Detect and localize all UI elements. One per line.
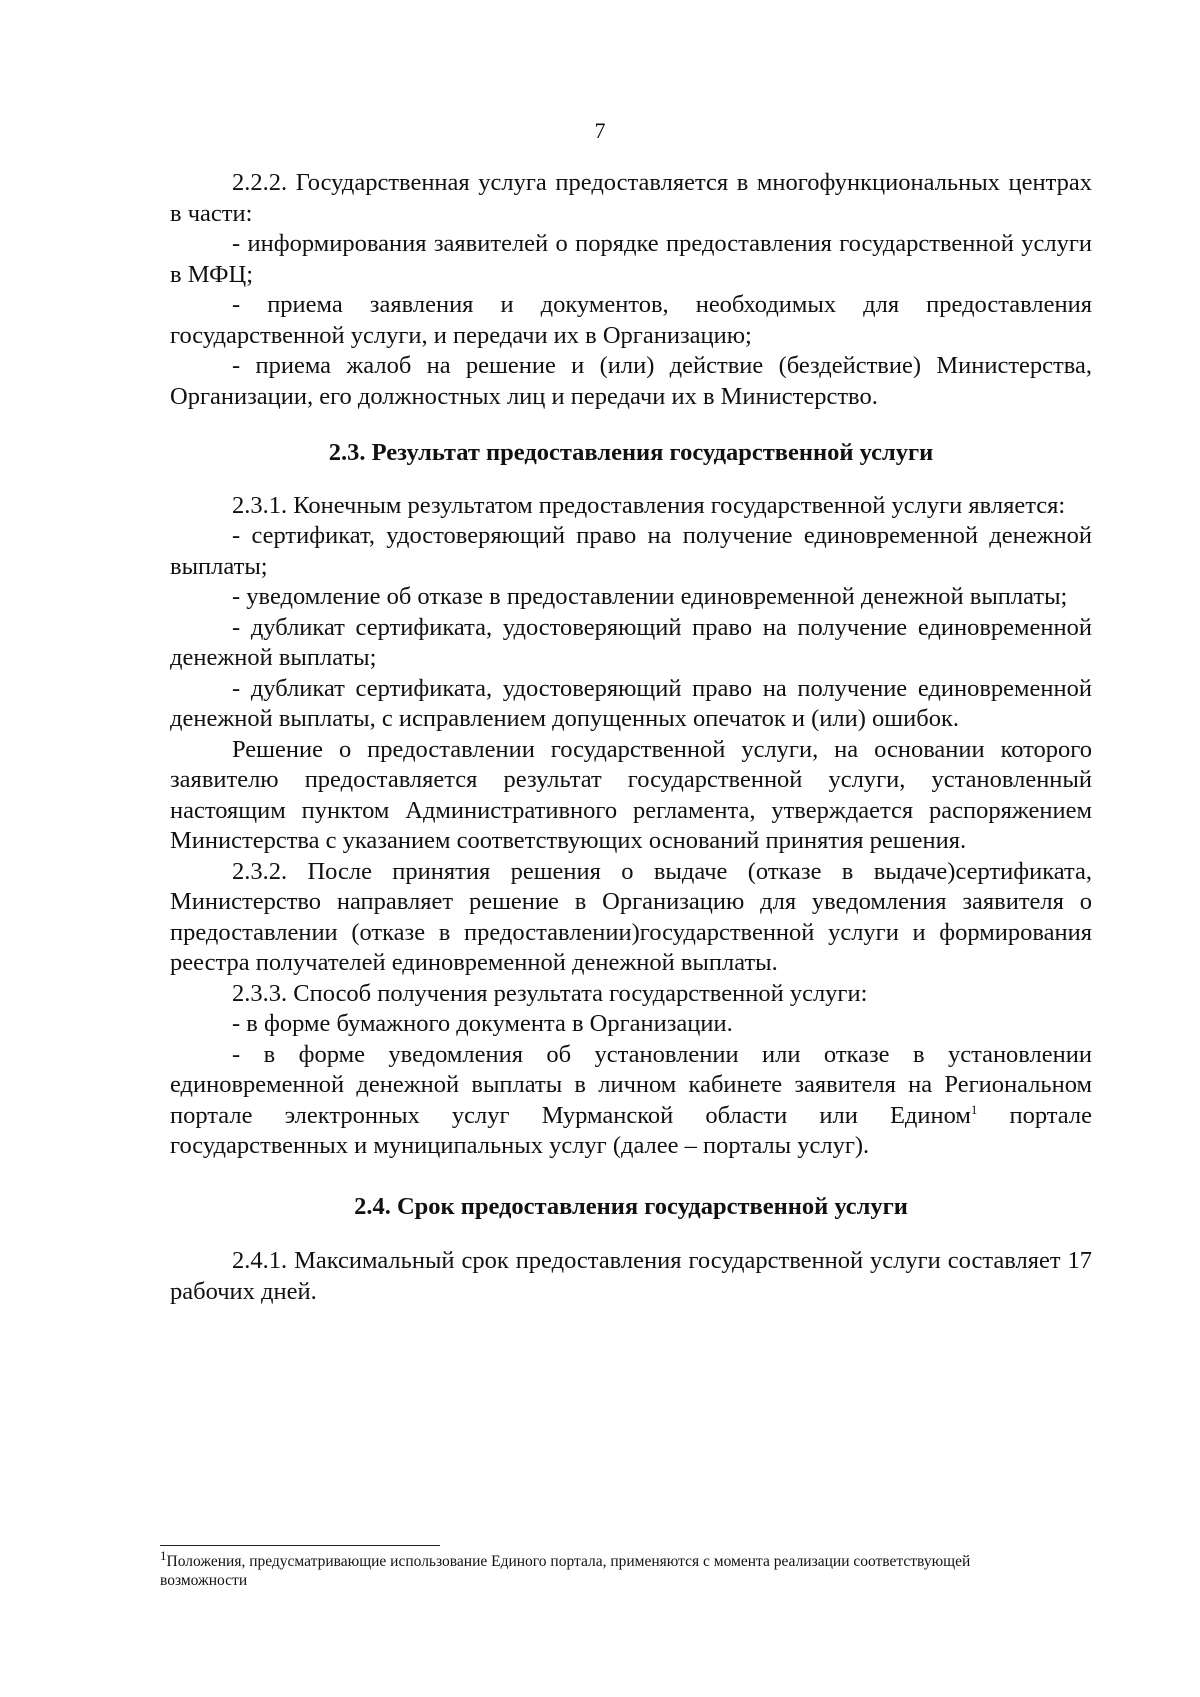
section-heading-2-3: 2.3. Результат предоставления государственной услуги [328,439,934,466]
list-item: - информирования заявителей о порядке предоставления государственной услуги в МФЦ; [170,230,1092,288]
portal-text-after: портале государственных и муниципальных услуг (далее – порталы услуг). [170,1101,1092,1159]
portal-text: - в форме уведомления об установлении или отказе в установлении единовременной денежной выплаты в личном кабинете заявителя на Региональном портале электронных услуг Мурманской области или Едином [170,1040,1092,1129]
list-item: - в форме бумажного документа в Организации. [232,1010,733,1037]
list-item: - приема заявления и документов, необходимых для предоставления государственной услуги, и передачи их в Организацию; [170,291,1092,349]
paragraph-portal [170,1040,1092,1162]
footnote-mark: 1 [160,1547,167,1563]
footnote-reference: 1 [970,1101,978,1117]
list-item: - уведомление об отказе в предоставлении единовременной денежной выплаты; [232,583,1068,610]
section-heading-2-4: 2.4. Срок предоставления государственной услуги [354,1192,908,1220]
footnote [160,1547,1060,1590]
footnote-text: Положения, предусматривающие использование Единого портала, применяются с момента реализации соответствующей возможности [160,1553,971,1589]
paragraph-2-4-1: 2.4.1. Максимальный срок предоставления государственной услуги составляет 17 рабочих дней. [170,1247,1092,1305]
paragraph-2-3-1: 2.3.1. Конечным результатом предоставления государственной услуги является: [232,491,1066,519]
footnote-separator [160,1545,440,1546]
list-item: - приема жалоб на решение и (или) действие (бездействие) Министерства, Организации, его должностных лиц и передачи их в Министерство. [170,352,1092,410]
document-body [170,168,1092,1307]
paragraph-2-3-3: 2.3.3. Способ получения результата государственной услуги: [232,979,868,1007]
list-item: - сертификат, удостоверяющий право на получение единовременной денежной выплаты; [170,522,1092,580]
paragraph-2-3-2: 2.3.2. После принятия решения о выдаче (отказе в выдаче)сертификата, Министерство направляет решение в Организацию для уведомления заявителя о предоставлении (отказе в предоставлении)государственной услуги и формирования реестра получателей единовременной денежной выплаты. [170,857,1092,976]
list-item: - дубликат сертификата, удостоверяющий право на получение единовременной денежной выплаты, с исправлением допущенных опечаток и (или) ошибок. [170,674,1092,732]
list-item: - дубликат сертификата, удостоверяющий право на получение единовременной денежной выплаты; [170,613,1092,671]
paragraph-decision: Решение о предоставлении государственной услуги, на основании которого заявителю предоставляется результат государственной услуги, установленный настоящим пунктом Административного регламента, утверждается распоряжением Министерства с указанием соответствующих оснований принятия решения. [170,735,1092,854]
page-number: 7 [594,118,606,143]
paragraph-2-2-2: 2.2.2. Государственная услуга предоставляется в многофункциональных центрах в части: [170,169,1092,227]
